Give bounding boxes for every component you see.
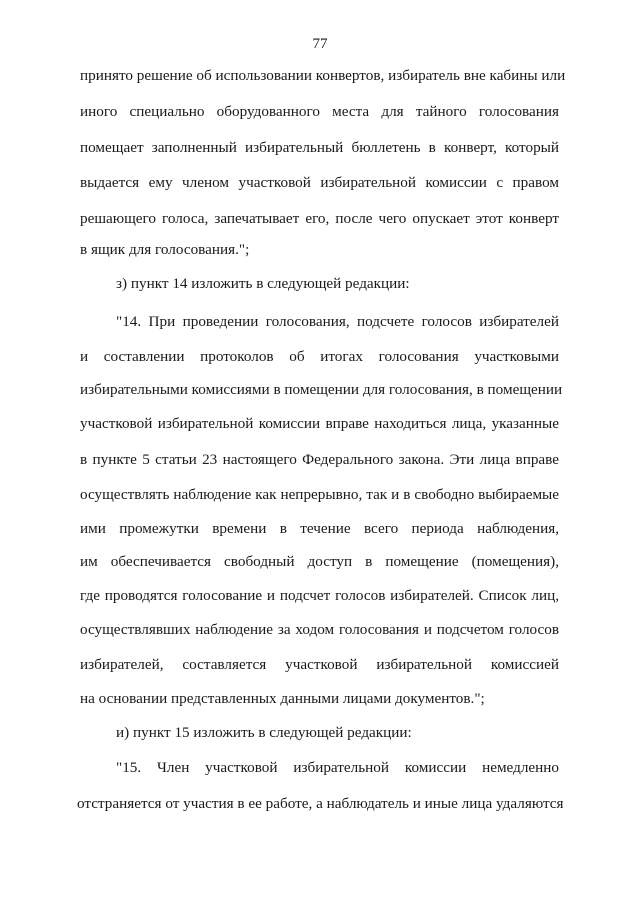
text-line: в пункте 5 статьи 23 настоящего Федерального закона. Эти лица вправе: [80, 451, 559, 468]
text-line: "14. При проведении голосования, подсчете голосов избирателей: [116, 313, 559, 330]
text-line: "15. Член участковой избирательной комиссии немедленно: [116, 759, 559, 776]
page-number: 77: [312, 36, 328, 52]
text-line: отстраняется от участия в ее работе, а наблюдатель и иные лица удаляются: [77, 795, 564, 812]
text-line: з) пункт 14 изложить в следующей редакции:: [116, 275, 410, 292]
text-line: избирателей, составляется участковой избирательной комиссией: [80, 656, 559, 673]
text-line: избирательными комиссиями в помещении для голосования, в помещении: [80, 381, 563, 398]
text-line: иного специально оборудованного места для тайного голосования: [80, 103, 559, 120]
text-line: ими промежутки времени в течение всего периода наблюдения,: [80, 520, 559, 537]
text-line: осуществлявших наблюдение за ходом голосования и подсчетом голосов: [80, 621, 559, 638]
text-line: осуществлять наблюдение как непрерывно, так и в свободно выбираемые: [80, 486, 559, 503]
text-line: и составлении протоколов об итогах голосования участковыми: [80, 348, 559, 365]
text-line: участковой избирательной комиссии вправе находиться лица, указанные: [80, 415, 559, 432]
text-line: им обеспечивается свободный доступ в помещение (помещения),: [80, 553, 559, 570]
text-line: и) пункт 15 изложить в следующей редакции:: [116, 724, 412, 741]
text-line: где проводятся голосование и подсчет голосов избирателей. Список лиц,: [80, 587, 559, 604]
text-line: принято решение об использовании конвертов, избиратель вне кабины или: [80, 67, 566, 84]
text-line: выдается ему членом участковой избирательной комиссии с правом: [80, 174, 559, 191]
text-line: на основании представленных данными лицами документов.";: [80, 690, 485, 707]
text-line: помещает заполненный избирательный бюллетень в конверт, который: [80, 139, 559, 156]
text-line: решающего голоса, запечатывает его, после чего опускает этот конверт: [80, 210, 559, 227]
text-line: в ящик для голосования.";: [80, 241, 250, 258]
